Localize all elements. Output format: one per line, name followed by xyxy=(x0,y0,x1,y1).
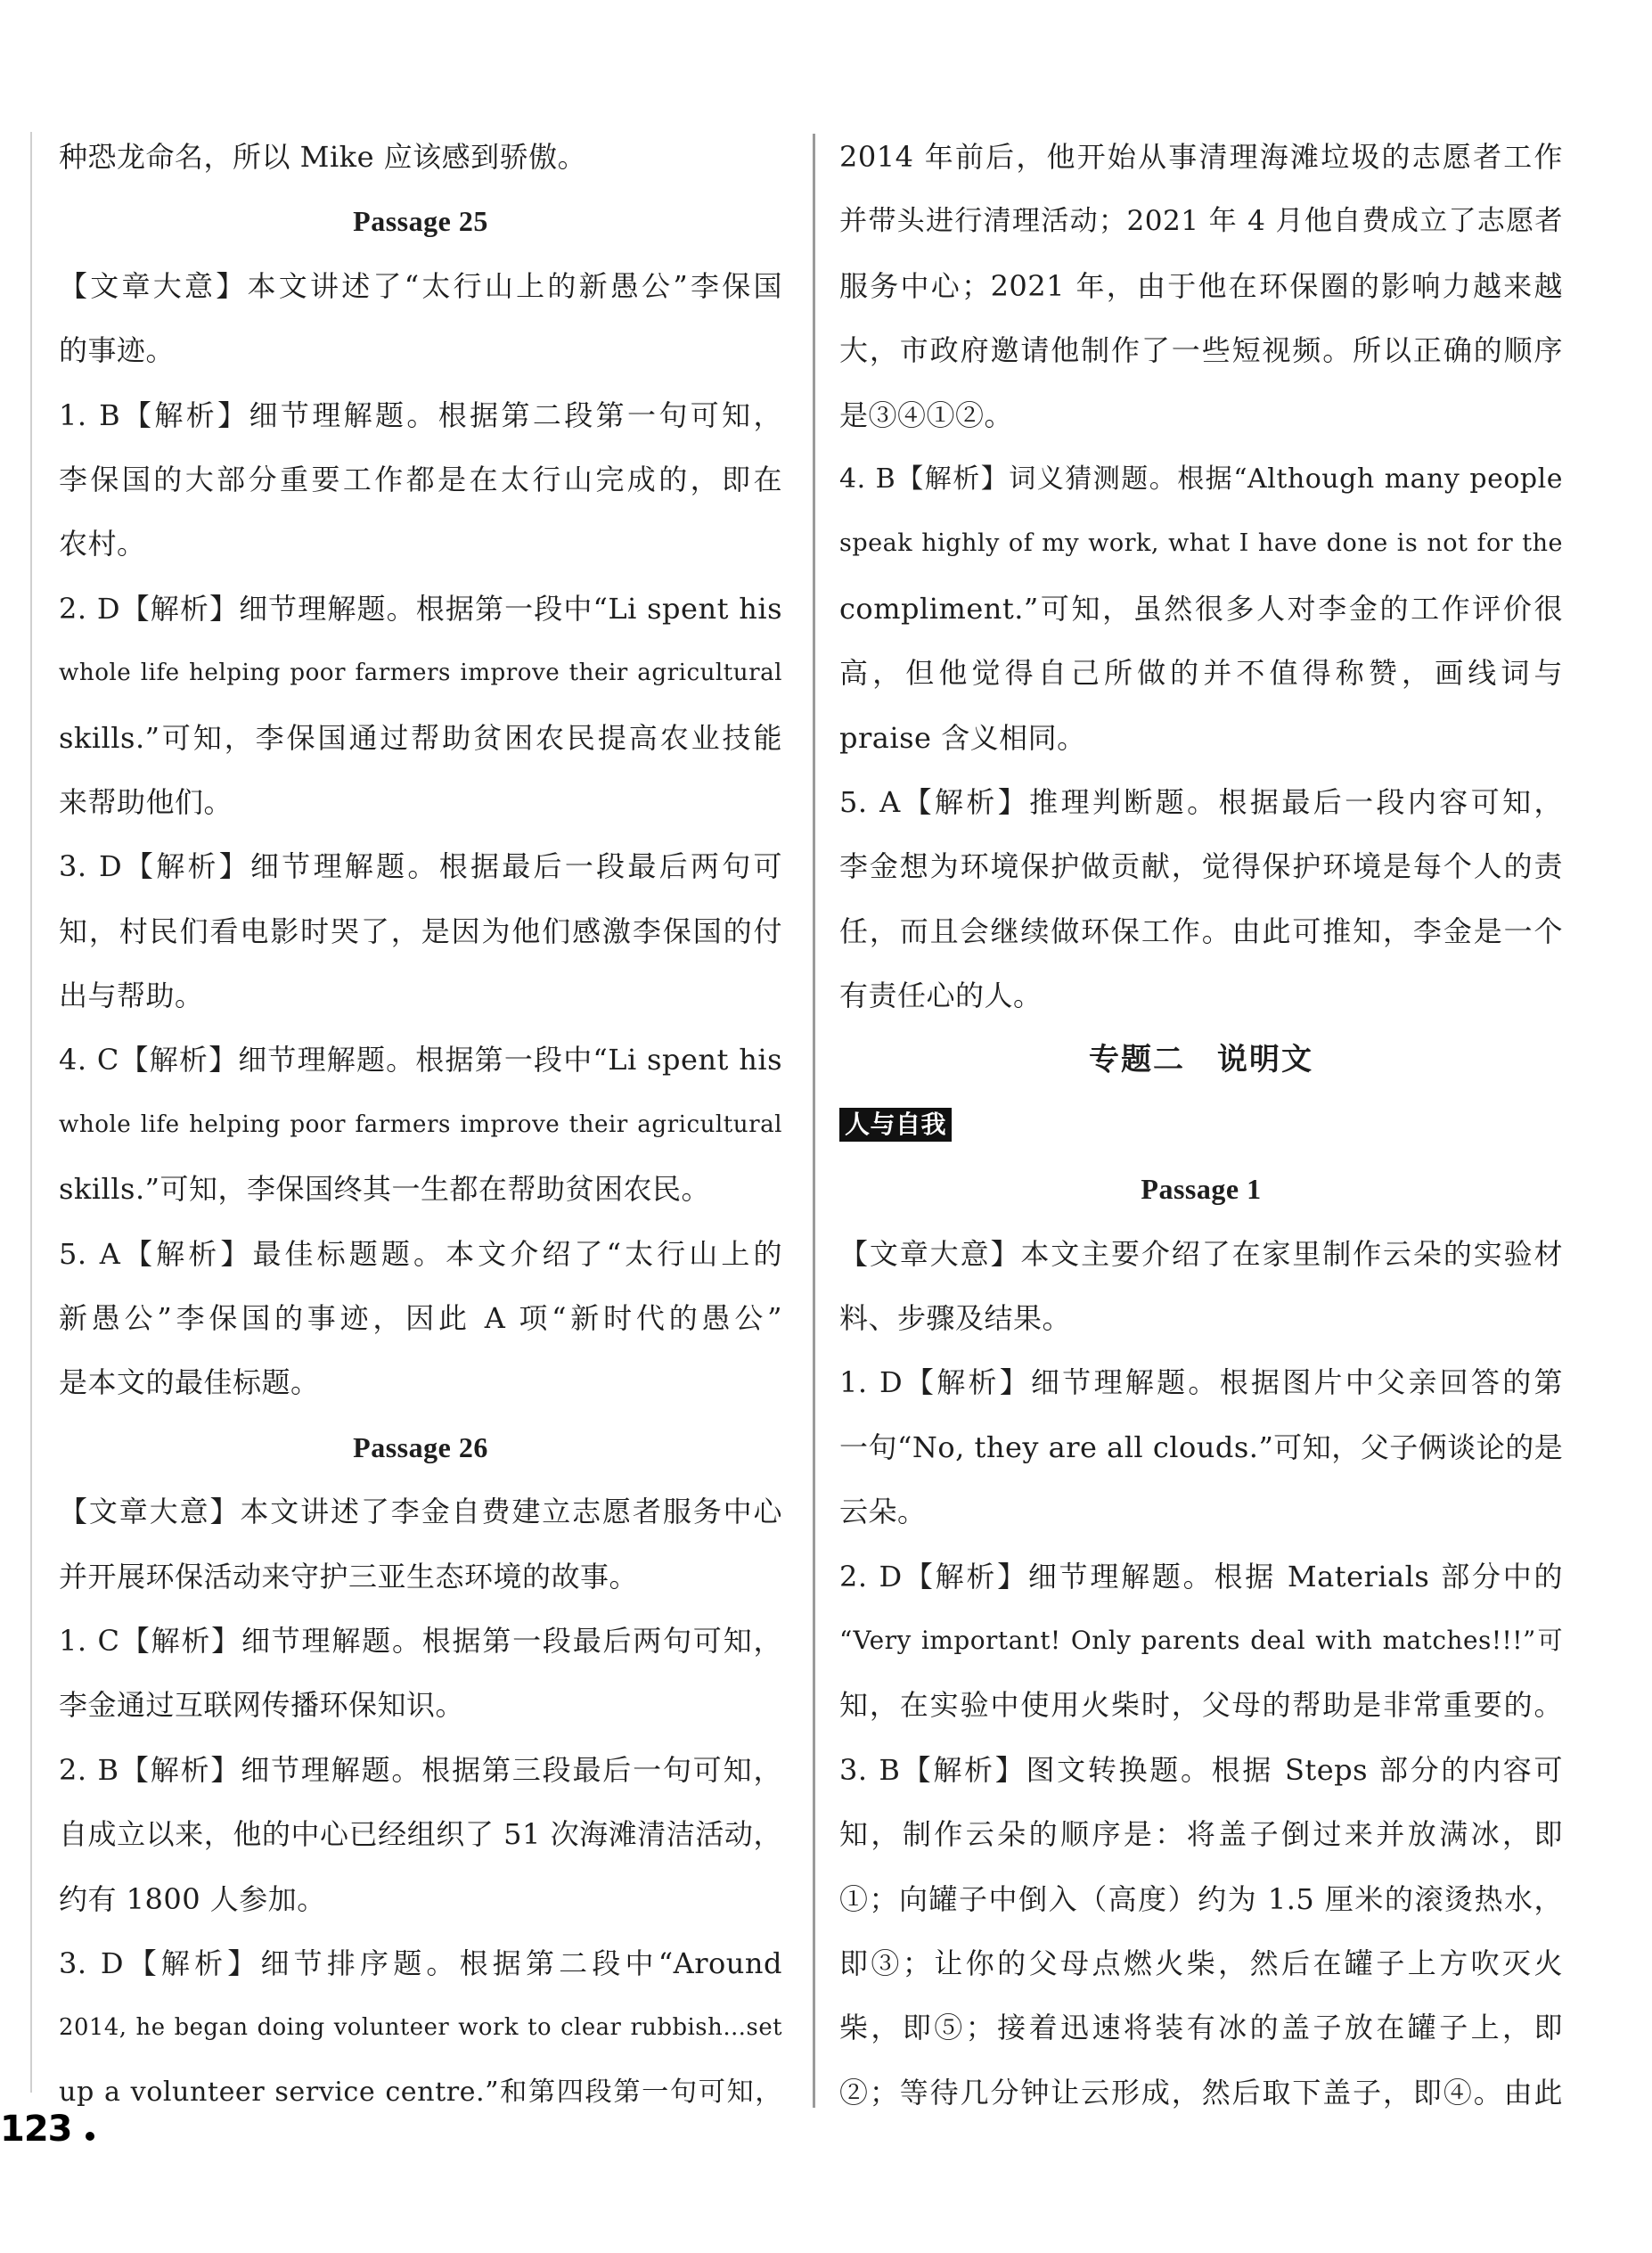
text-line: 2. D【解析】细节理解题。根据 Materials 部分中的 xyxy=(839,1559,1563,1593)
right-column xyxy=(839,125,1563,2125)
section-tag: 人与自我 xyxy=(839,1108,952,1142)
left-column xyxy=(59,125,782,2125)
text-line: compliment.”可知，虽然很多人对李金的工作评价很 xyxy=(839,591,1563,626)
text-line: 李金想为环境保护做贡献，觉得保护环境是每个人的责 xyxy=(839,849,1563,884)
text-line: 2014 年前后，他开始从事清理海滩垃圾的志愿者工作 xyxy=(839,140,1563,174)
text-line: 来帮助他们。 xyxy=(59,784,233,819)
text-line: 5. A【解析】最佳标题题。本文介绍了“太行山上的 xyxy=(59,1236,782,1271)
text-line: ②；等待几分钟让云形成，然后取下盖子，即④。由此 xyxy=(839,2075,1563,2110)
text-line: 【文章大意】本文讲述了李金自费建立志愿者服务中心 xyxy=(59,1495,782,1529)
text-line: 知，制作云朵的顺序是：将盖子倒过来并放满冰，即 xyxy=(839,1817,1563,1852)
section-tag-line xyxy=(839,1093,1563,1157)
passage-title: Passage 1 xyxy=(1141,1173,1262,1206)
text-line: 农村。 xyxy=(59,527,146,561)
passage-title: Passage 26 xyxy=(353,1430,488,1463)
text-line: 即③；让你的父母点燃火柴，然后在罐子上方吹灭火 xyxy=(839,1946,1563,1980)
left-margin-rule xyxy=(30,132,32,2093)
text-line: 的事迹。 xyxy=(59,333,176,368)
text-line: 新愚公”李保国的事迹，因此 A 项“新时代的愚公” xyxy=(59,1301,782,1336)
text-line: “Very important! Only parents deal with matches!!!”可 xyxy=(839,1625,1563,1655)
text-line: 是本文的最佳标题。 xyxy=(59,1365,320,1400)
text-line: 李金通过互联网传播环保知识。 xyxy=(59,1688,465,1723)
text-line: whole life helping poor farmers improve their agricultural xyxy=(59,1110,782,1138)
text-line: 3. D【解析】细节理解题。根据最后一段最后两句可 xyxy=(59,849,782,884)
text-line: 知，村民们看电影时哭了，是因为他们感激李保国的付 xyxy=(59,913,782,948)
text-line: 柴，即⑤；接着迅速将装有冰的盖子放在罐子上，即 xyxy=(839,2011,1563,2045)
text-line: whole life helping poor farmers improve their agricultural xyxy=(59,660,782,687)
text-line: 李保国的大部分重要工作都是在太行山完成的，即在 xyxy=(59,462,782,496)
text-line: 种恐龙命名，所以 Mike 应该感到骄傲。 xyxy=(59,140,587,174)
text-line: ①；向罐子中倒入（高度）约为 1.5 厘米的滚烫热水， xyxy=(839,1881,1563,1916)
text-line: 1. D【解析】细节理解题。根据图片中父亲回答的第 xyxy=(839,1365,1563,1400)
text-line: 出与帮助。 xyxy=(59,979,204,1013)
text-line: 2. D【解析】细节理解题。根据第一段中“Li spent his xyxy=(59,591,782,626)
text-line: 服务中心；2021 年，由于他在环保圈的影响力越来越 xyxy=(839,268,1563,303)
text-line: 料、步骤及结果。 xyxy=(839,1301,1072,1336)
column-divider xyxy=(813,134,815,2108)
text-line: 知，在实验中使用火柴时，父母的帮助是非常重要的。 xyxy=(839,1688,1563,1723)
text-line: 高，但他觉得自己所做的并不值得称赞，画线词与 xyxy=(839,656,1563,691)
text-line: skills.”可知，李保国终其一生都在帮助贫困农民。 xyxy=(59,1172,710,1207)
text-line: 1. C【解析】细节理解题。根据第一段最后两句可知， xyxy=(59,1623,782,1658)
text-line: 2. B【解析】细节理解题。根据第三段最后一句可知， xyxy=(59,1752,782,1787)
text-line: 是③④①②。 xyxy=(839,397,1014,432)
text-line: 【文章大意】本文讲述了“太行山上的新愚公”李保国 xyxy=(59,268,782,303)
text-line: 自成立以来，他的中心已经组织了 51 次海滩清洁活动， xyxy=(59,1817,782,1852)
page-number-dot xyxy=(86,2132,94,2141)
text-line: 云朵。 xyxy=(839,1495,927,1529)
page-number: 123 xyxy=(0,2109,72,2150)
text-line: 任，而且会继续做环保工作。由此可推知，李金是一个 xyxy=(839,913,1563,948)
text-line: 并带头进行清理活动；2021 年 4 月他自费成立了志愿者 xyxy=(839,205,1563,238)
text-line: speak highly of my work, what I have done is not for the xyxy=(839,529,1563,558)
text-line: 一句“No, they are all clouds.”可知，父子俩谈论的是 xyxy=(839,1430,1564,1464)
text-line: 有责任心的人。 xyxy=(839,979,1043,1013)
passage-title: Passage 25 xyxy=(353,205,488,238)
text-line: 大，市政府邀请他制作了一些短视频。所以正确的顺序 xyxy=(839,333,1563,368)
text-line: praise 含义相同。 xyxy=(839,720,1086,755)
text-line: 3. B【解析】图文转换题。根据 Steps 部分的内容可 xyxy=(839,1752,1563,1787)
text-line: 5. A【解析】推理判断题。根据最后一段内容可知， xyxy=(839,784,1563,819)
text-line: 约有 1800 人参加。 xyxy=(59,1881,326,1916)
text-line: 【文章大意】本文主要介绍了在家里制作云朵的实验材 xyxy=(839,1236,1563,1271)
text-line: 并开展环保活动来守护三亚生态环境的故事。 xyxy=(59,1559,639,1593)
section-title: 专题二 说明文 xyxy=(1089,1042,1313,1078)
text-line: 4. B【解析】词义猜测题。根据“Although many people xyxy=(839,463,1563,495)
text-line: up a volunteer service centre.”和第四段第一句可知， xyxy=(59,2076,782,2108)
text-line: 3. D【解析】细节排序题。根据第二段中“Around xyxy=(59,1946,782,1980)
text-line: skills.”可知，李保国通过帮助贫困农民提高农业技能 xyxy=(59,720,782,755)
text-line: 2014, he began doing volunteer work to clear rubbish…set xyxy=(59,2014,782,2042)
text-line: 4. C【解析】细节理解题。根据第一段中“Li spent his xyxy=(59,1043,782,1077)
text-line: 1. B【解析】细节理解题。根据第二段第一句可知， xyxy=(59,397,782,432)
